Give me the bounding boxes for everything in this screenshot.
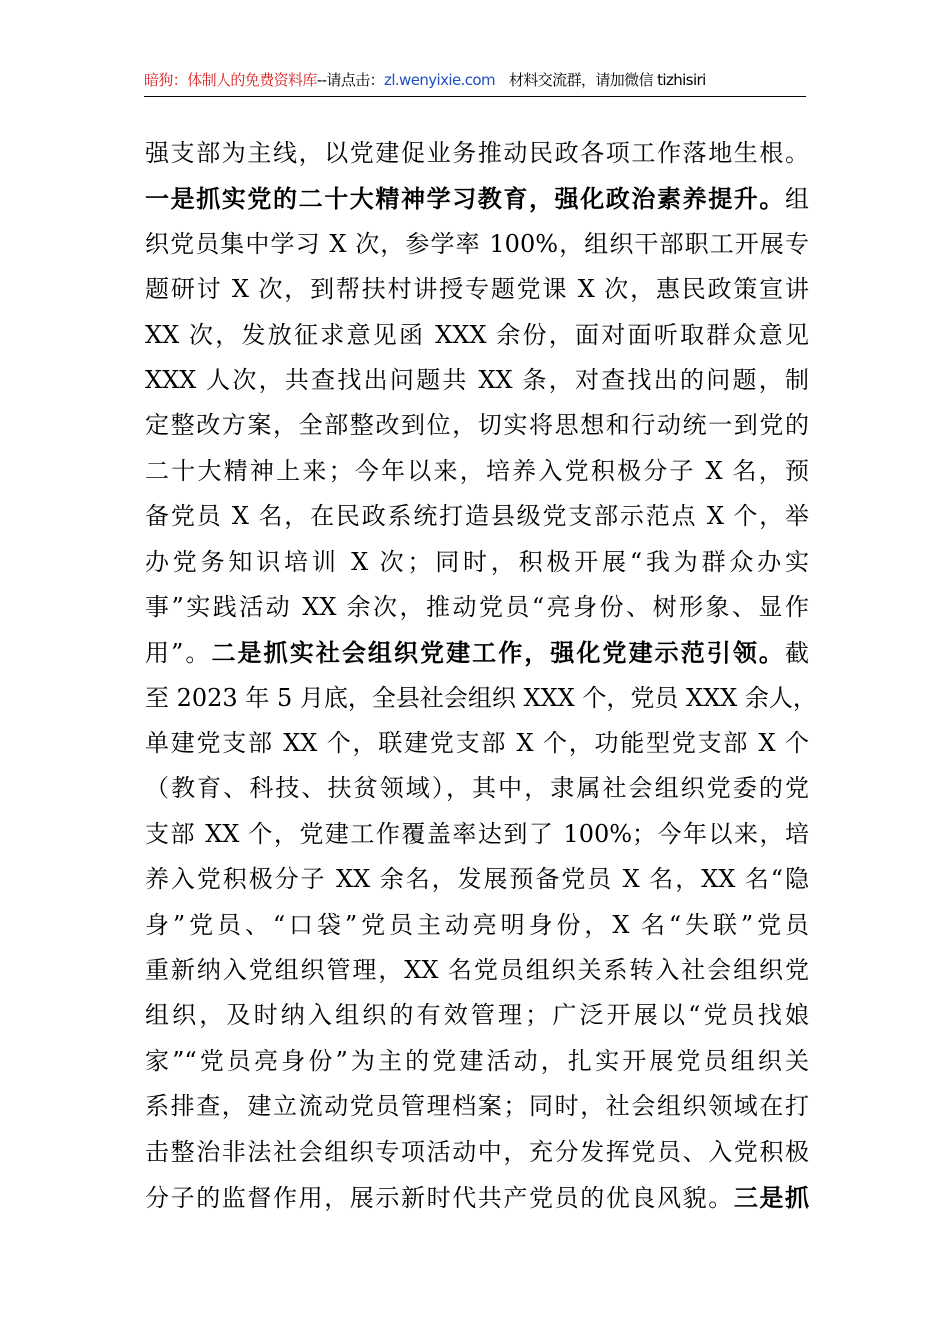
document-body (145, 131, 817, 1220)
text-line (145, 267, 809, 312)
text-line (145, 676, 817, 721)
body-text-segment: 强支部为主线，以党建促业务推动民政各项工作落地生根。 (145, 139, 809, 167)
text-line (145, 903, 809, 948)
body-text-segment: 至 2023 年 5 月底，全县社会组织 XXX 个，党员 XXX 余人， (145, 683, 817, 712)
body-text-segment: 分子的监督作用，展示新时代共产党员的优良风貌。 (145, 1183, 734, 1212)
text-line (145, 313, 809, 358)
text-line (145, 630, 809, 675)
header-prompt: --请点击： (316, 71, 385, 89)
text-line (145, 948, 809, 993)
text-line (145, 766, 809, 811)
bold-heading-text: 三是抓 (733, 1182, 810, 1212)
header-brand: 暗狗：体制人的免费资料库 (144, 71, 317, 89)
body-text-segment: XXX 人次，共查找出问题共 XX 条，对查找出的问题，制 (145, 365, 809, 394)
text-line (145, 993, 809, 1038)
text-line (145, 721, 809, 766)
text-line (145, 358, 809, 403)
text-line (145, 1084, 809, 1129)
text-line (145, 131, 809, 176)
body-text-segment: 组 (785, 185, 809, 214)
body-text-segment: 二十大精神上来；今年以来，培养入党积极分子 X 名，预 (145, 456, 809, 485)
body-text-segment: 截 (785, 639, 809, 668)
text-line (145, 585, 809, 630)
body-text-segment: 组织，及时纳入组织的有效管理；广泛开展以“党员找娘 (145, 1001, 809, 1030)
text-line (145, 449, 809, 494)
body-text-segment: 养入党积极分子 XX 余名，发展预备党员 X 名，XX 名“隐 (145, 865, 809, 894)
text-line (145, 812, 809, 857)
body-text-segment: 用”。 (145, 639, 212, 668)
text-line (145, 1039, 809, 1084)
body-text-segment: （教育、科技、扶贫领域），其中，隶属社会组织党委的党 (145, 774, 809, 803)
bold-heading-text: 二是抓实社会组织党建工作，强化党建示范引领。 (211, 638, 785, 668)
body-text-segment: 办党务知识培训 X 次；同时，积极开展“我为群众办实 (145, 547, 809, 576)
text-line (145, 494, 809, 539)
body-text-segment: 备党员 X 名，在民政系统打造县级党支部示范点 X 个，举 (145, 502, 809, 531)
body-text-segment: 击整治非法社会组织专项活动中，充分发挥党员、入党积极 (145, 1137, 809, 1166)
page-header (144, 64, 806, 97)
body-text-segment: 题研讨 X 次，到帮扶村讲授专题党课 X 次，惠民政策宣讲 (145, 275, 809, 304)
text-line (145, 1175, 809, 1220)
body-text-segment: 身”党员、“口袋”党员主动亮明身份，X 名“失联”党员 (145, 910, 809, 939)
text-line (145, 176, 809, 221)
header-url-link[interactable]: zl.wenyixie.com (384, 71, 495, 89)
body-text-segment: 家”“党员亮身份”为主的党建活动，扎实开展党员组织关 (145, 1046, 809, 1075)
text-line (145, 857, 809, 902)
body-text-segment: 系排查，建立流动党员管理档案；同时，社会组织领域在打 (145, 1092, 809, 1121)
body-text-segment: XX 次，发放征求意见函 XXX 余份，面对面听取群众意见 (145, 320, 809, 349)
body-text-segment: 定整改方案，全部整改到位，切实将思想和行动统一到党的 (145, 411, 809, 440)
text-line (145, 1130, 809, 1175)
text-line (145, 403, 809, 448)
bold-heading-text: 一是抓实党的二十大精神学习教育，强化政治素养提升。 (145, 184, 785, 214)
header-contact: 材料交流群，请加微信 tizhisiri (508, 71, 706, 89)
body-text-segment: 重新纳入党组织管理，XX 名党员组织关系转入社会组织党 (145, 956, 809, 985)
body-text-segment: 支部 XX 个，党建工作覆盖率达到了 100%；今年以来，培 (145, 819, 809, 848)
body-text-segment: 单建党支部 XX 个，联建党支部 X 个，功能型党支部 X 个 (145, 729, 809, 758)
text-line (145, 222, 809, 267)
body-text-segment: 织党员集中学习 X 次，参学率 100%，组织干部职工开展专 (145, 229, 809, 258)
body-text-segment: 事”实践活动 XX 余次，推动党员“亮身份、树形象、显作 (145, 592, 809, 621)
text-line (145, 540, 809, 585)
